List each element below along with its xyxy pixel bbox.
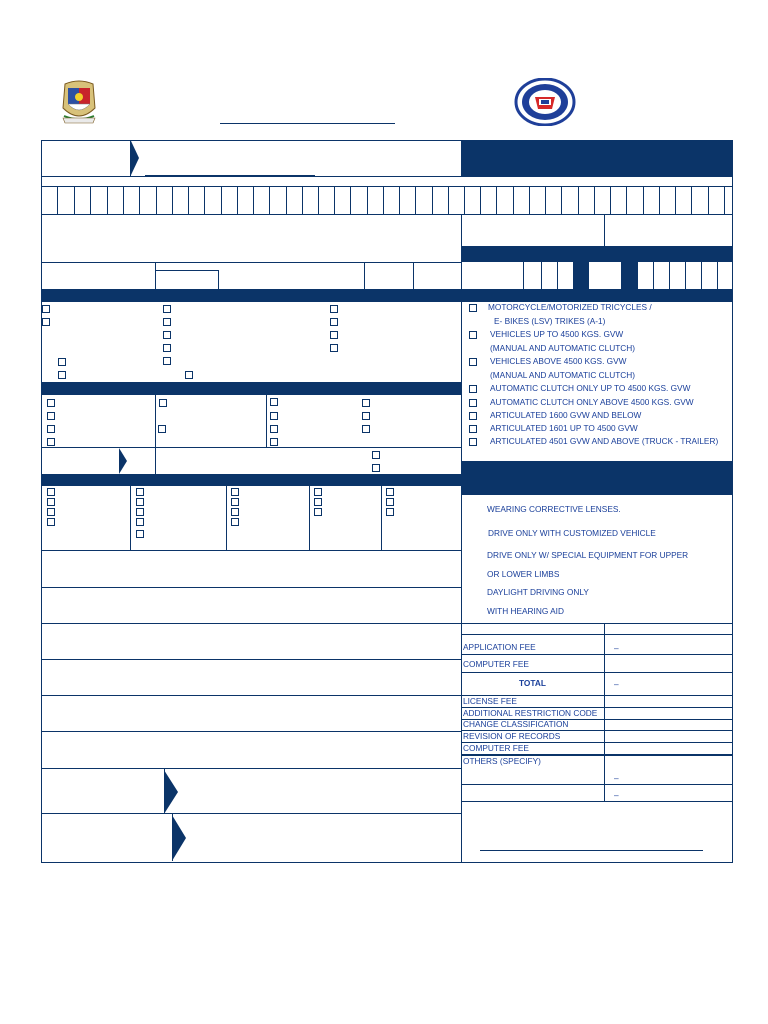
vehicle-category-label: ARTICULATED 1601 UP TO 4500 GVW [490,423,638,433]
cell-divider [155,395,156,448]
checkbox[interactable] [386,488,394,496]
vehicle-category-label: ARTICULATED 4501 GVW AND ABOVE (TRUCK - TRAILER) [490,436,719,446]
checkbox[interactable] [362,412,370,420]
checkbox[interactable] [231,508,239,516]
char-box-divider [724,186,725,214]
vehicle-category-checkbox[interactable] [469,399,477,407]
char-box-divider [204,186,205,214]
signature-arrow [172,815,186,861]
checkbox[interactable] [231,498,239,506]
checkbox[interactable] [270,425,278,433]
char-box-divider [253,186,254,214]
checkbox[interactable] [47,508,55,516]
section-band [41,474,461,486]
fee-item-label: CHANGE CLASSIFICATION [463,719,569,729]
fee-divider [604,623,605,801]
checkbox[interactable] [330,305,338,313]
row-line [461,672,732,673]
row-line [41,768,461,769]
char-box-divider [123,186,124,214]
row-arrow [119,448,127,474]
fee-total-value: – [614,679,619,689]
cell-divider [164,769,165,813]
row-line [41,623,733,624]
checkbox[interactable] [372,451,380,459]
checkbox[interactable] [231,518,239,526]
char-box-divider [57,186,58,214]
char-box-divider [107,186,108,214]
char-box-divider [691,186,692,214]
checkbox[interactable] [163,305,171,313]
checkbox[interactable] [314,508,322,516]
row-line [41,659,461,660]
fee-computer-label: COMPUTER FEE [463,659,529,669]
char-box-divider [237,186,238,214]
char-box-divider [448,186,449,214]
title-underline [220,123,395,124]
cell-divider [266,395,267,448]
char-box-divider [269,186,270,214]
cell-divider [218,270,219,289]
char-box-divider [367,186,368,214]
name-field-underline [145,175,315,176]
lto-seal-icon [513,78,577,126]
fee-item-label: ADDITIONAL RESTRICTION CODE [463,708,598,718]
vehicle-category-label: ARTICULATED 1600 GVW AND BELOW [490,410,642,420]
char-box-divider [578,186,579,214]
section-band [41,289,733,302]
char-box-divider [383,186,384,214]
cell-divider [604,214,605,246]
row-line [41,550,461,551]
char-box-divider [610,186,611,214]
checkbox[interactable] [158,425,166,433]
checkbox[interactable] [185,371,193,379]
char-box-divider [156,186,157,214]
vehicle-category-label: MOTORCYCLE/MOTORIZED TRICYCLES / [488,302,652,312]
char-box-divider [74,186,75,214]
char-box-divider [318,186,319,214]
fee-item-label: REVISION OF RECORDS [463,731,561,741]
char-box-divider [41,186,42,214]
conditions-header-bar [461,461,732,495]
date-box-divider [685,262,686,289]
row-line [461,801,732,802]
vehicle-category-checkbox[interactable] [469,412,477,420]
condition-label: DRIVE ONLY WITH CUSTOMIZED VEHICLE [488,528,656,538]
vehicle-category-label: E- BIKES (LSV) TRIKES (A-1) [494,316,606,326]
checkbox[interactable] [47,518,55,526]
char-box-divider [464,186,465,214]
checkbox[interactable] [136,508,144,516]
condition-label: WEARING CORRECTIVE LENSES. [487,504,621,514]
char-box-divider [561,186,562,214]
checkbox[interactable] [136,488,144,496]
vehicle-category-label: AUTOMATIC CLUTCH ONLY UP TO 4500 KGS. GVW [490,383,691,393]
fee-subtotal-value: – [614,790,619,800]
checkbox[interactable] [47,412,55,420]
vehicle-category-label: VEHICLES ABOVE 4500 KGS. GVW [490,356,627,366]
section-band [41,382,461,395]
char-box-divider [350,186,351,214]
char-box-divider [594,186,595,214]
checkbox[interactable] [362,399,370,407]
header-bar-right [461,140,732,176]
checkbox[interactable] [136,518,144,526]
cell-divider [172,814,173,861]
checkbox[interactable] [372,464,380,472]
fee-item-label: OTHERS (SPECIFY) [463,756,541,766]
cell-divider [226,486,227,550]
checkbox[interactable] [330,344,338,352]
checkbox[interactable] [330,331,338,339]
date-box-fill [573,262,589,289]
condition-label: DAYLIGHT DRIVING ONLY [487,587,589,597]
checkbox[interactable] [42,318,50,326]
row-line [461,634,732,635]
row-line [41,695,461,696]
char-box-divider [626,186,627,214]
date-box-divider [541,262,542,289]
date-box-divider [523,262,524,289]
checkbox[interactable] [47,438,55,446]
cell-divider [309,486,310,550]
signature-arrow [164,770,178,814]
date-box-fill [621,262,637,289]
field-underline [156,270,218,271]
cell-divider [413,262,414,289]
checkbox[interactable] [47,425,55,433]
checkbox[interactable] [136,498,144,506]
condition-label: WITH HEARING AID [487,606,564,616]
vehicle-category-checkbox[interactable] [469,331,477,339]
row-line [461,654,732,655]
checkbox[interactable] [362,425,370,433]
cell-divider [381,486,382,550]
checkbox[interactable] [58,371,66,379]
condition-label: DRIVE ONLY W/ SPECIAL EQUIPMENT FOR UPPER [487,550,689,560]
row-line [41,176,733,177]
char-box-divider [399,186,400,214]
char-box-divider [302,186,303,214]
checkbox[interactable] [231,488,239,496]
char-box-divider [139,186,140,214]
checkbox[interactable] [270,398,278,406]
checkbox[interactable] [314,498,322,506]
checkbox[interactable] [386,498,394,506]
char-box-divider [188,186,189,214]
vehicle-category-checkbox[interactable] [469,304,477,312]
checkbox[interactable] [270,412,278,420]
checkbox[interactable] [330,318,338,326]
checkbox[interactable] [163,344,171,352]
date-box-divider [653,262,654,289]
vehicle-category-label: (MANUAL AND AUTOMATIC CLUTCH) [490,370,636,380]
char-box-divider [221,186,222,214]
vehicle-category-label: VEHICLES UP TO 4500 KGS. GVW [490,329,624,339]
fee-item-label: COMPUTER FEE [463,743,529,753]
condition-label: OR LOWER LIMBS [487,569,560,579]
char-box-divider [496,186,497,214]
row-line [41,813,461,814]
fee-application-label: APPLICATION FEE [463,642,536,652]
fee-item-label: LICENSE FEE [463,696,517,706]
vehicle-category-checkbox[interactable] [469,385,477,393]
cell-divider [155,262,156,289]
char-box-divider [286,186,287,214]
row-line [41,731,461,732]
char-box-divider [643,186,644,214]
vehicle-category-checkbox[interactable] [469,438,477,446]
checkbox[interactable] [163,357,171,365]
checkbox[interactable] [163,331,171,339]
name-arrow [131,141,139,175]
checkbox[interactable] [386,508,394,516]
date-box-divider [669,262,670,289]
checkbox[interactable] [47,399,55,407]
char-box-row [41,186,733,187]
row-line [41,587,461,588]
char-box-divider [432,186,433,214]
char-box-divider [529,186,530,214]
evaluator-signature-line [480,850,703,851]
char-box-divider [708,186,709,214]
cell-divider [130,486,131,550]
date-box-divider [701,262,702,289]
checkbox[interactable] [58,358,66,366]
checkbox[interactable] [270,438,278,446]
cell-divider [155,447,156,474]
vehicle-category-checkbox[interactable] [469,358,477,366]
fee-others-value: – [614,773,619,783]
fee-total-label: TOTAL [519,678,546,688]
checkbox[interactable] [47,498,55,506]
row-line [461,755,732,756]
char-box-divider [659,186,660,214]
date-box-divider [637,262,638,289]
char-box-divider [172,186,173,214]
vehicle-category-label: (MANUAL AND AUTOMATIC CLUTCH) [490,343,636,353]
checkbox[interactable] [47,488,55,496]
char-box-divider [480,186,481,214]
cell-divider [364,262,365,289]
checkbox[interactable] [42,305,50,313]
row-line [461,784,732,785]
char-box-divider [90,186,91,214]
checkbox[interactable] [159,399,167,407]
char-box-divider [334,186,335,214]
char-box-row [41,214,733,215]
char-box-divider [513,186,514,214]
checkbox[interactable] [314,488,322,496]
char-box-divider [415,186,416,214]
date-box-divider [717,262,718,289]
right-divider [461,214,462,862]
vehicle-category-checkbox[interactable] [469,425,477,433]
sub-header-bar [461,246,732,262]
char-box-divider [675,186,676,214]
checkbox[interactable] [136,530,144,538]
row-line [41,262,461,263]
row-line [41,447,461,448]
fee-application-value: – [614,643,619,653]
char-box-divider [545,186,546,214]
philippine-seal-icon [55,78,103,126]
vehicle-category-label: AUTOMATIC CLUTCH ONLY ABOVE 4500 KGS. GVW [490,397,694,407]
checkbox[interactable] [163,318,171,326]
date-box-divider [557,262,558,289]
